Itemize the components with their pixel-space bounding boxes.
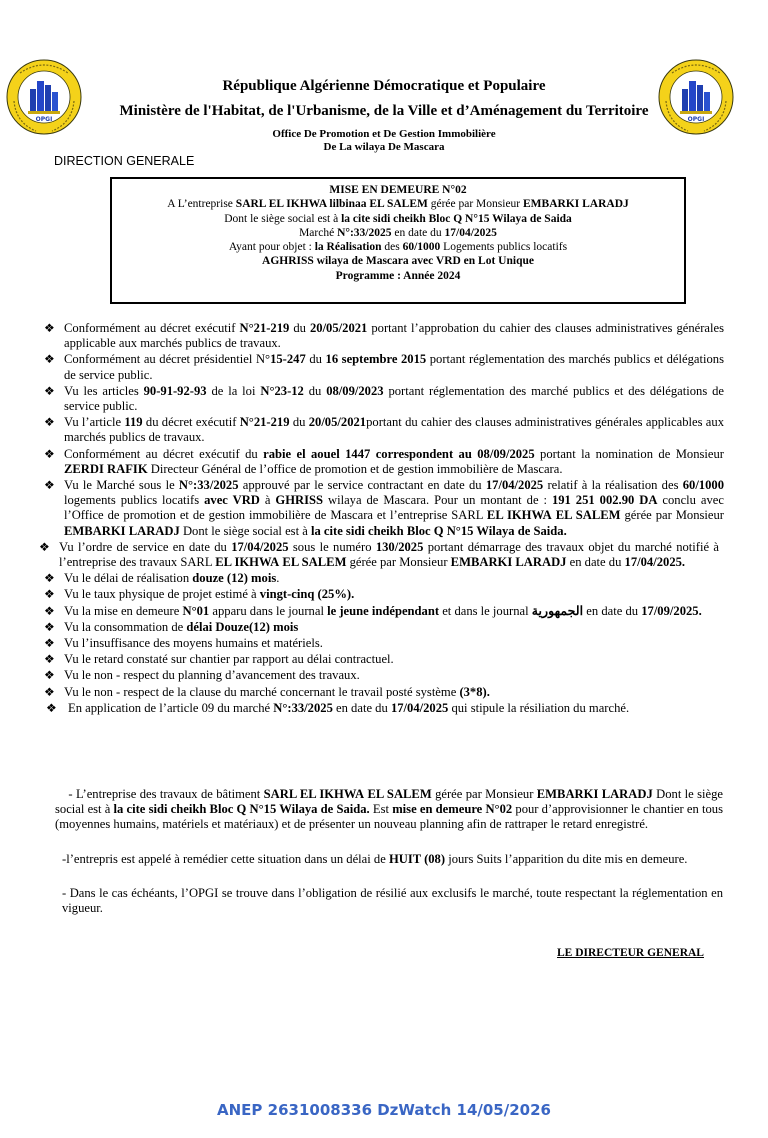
list-item: ❖ Vu les articles 90-91-92-93 de la loi N°23-12 du 08/09/2023 portant réglementation des marché publics et des délégations de service public.	[44, 383, 724, 414]
footer-reference: ANEP 2631008336 DzWatch 14/05/2026	[217, 1101, 551, 1119]
diamond-bullet-icon: ❖	[44, 446, 55, 461]
header-republic: République Algérienne Démocratique et Populaire	[222, 78, 546, 94]
list-item: ❖ Vu la consommation de délai Douze(12) mois	[44, 619, 299, 634]
diamond-bullet-icon: ❖	[44, 352, 55, 367]
list-item: ❖ Vu l’article 119 du décret exécutif N°21-219 du 20/05/2021portant du cahier des clauses administratives générales applicables aux marchés publics de travaux.	[44, 415, 724, 445]
list-item: ❖ Conformément au décret exécutif N°21-219 du 20/05/2021 portant l’approbation du cahier des clauses administratives générales applicable aux marchés publics de travaux.	[44, 321, 724, 351]
notice-title: MISE EN DEMEURE N°02	[329, 184, 467, 196]
diamond-bullet-icon: ❖	[44, 383, 55, 398]
list-item: ❖ Vu la mise en demeure N°01 apparu dans le journal le jeune indépendant et dans le journal الجمهورية en date du 17/09/2025.	[44, 603, 702, 618]
header-ministry: Ministère de l'Habitat, de l'Urbanisme, de la Ville et d’Aménagement du Territoire	[119, 103, 649, 119]
list-item: ❖ Vu le Marché sous le N°:33/2025 approuvé par le service contractant en date du 17/04/2025 relatif à la réalisation des 60/1000 logements publics locatifs avec VRD à GHRISS wilaya de Mascara. Pour un montant de : 191 251 002.90 DA conclu avec l’Office de promotion et de gestion immobilière de Mascara et l’entreprise SARL EL IKHWA EL SALEM gérée par Monsieur EMBARKI LARADJ Dont le siège social est à la cite sidi cheikh Bloc Q N°15 Wilaya de Saida.	[44, 478, 724, 538]
notice-line-market: Marché N°:33/2025 en date du 17/04/2025	[299, 226, 497, 239]
notice-line-location: AGHRISS wilaya de Mascara avec VRD en Lot Unique	[262, 255, 534, 268]
diamond-bullet-icon: ❖	[44, 668, 55, 683]
diamond-bullet-icon: ❖	[44, 321, 55, 335]
diamond-bullet-icon: ❖	[46, 700, 57, 715]
list-item: ❖ Vu l’ordre de service en date du 17/04/2025 sous le numéro 130/2025 portant démarrage des travaux objet du marché notifié à l’entreprise des travaux SARL EL IKHWA EL SALEM gérée par Monsieur EMBARKI LARADJ en date du 17/04/2025.	[39, 539, 719, 570]
list-item: ❖ Vu l’insuffisance des moyens humains et matériels.	[44, 636, 323, 651]
list-item: ❖ Vu le non - respect du planning d’avancement des travaux.	[44, 668, 360, 683]
diamond-bullet-icon: ❖	[44, 652, 55, 667]
notice-line-address: Dont le siège social est à la cite sidi cheikh Bloc Q N°15 Wilaya de Saida	[224, 212, 572, 225]
considerations-list	[39, 321, 724, 717]
paragraph-consequence: - Dans le cas échéants, l’OPGI se trouve dans l’obligation de résilié aux exclusifs le marché, toute respectant la réglementation en vigueur.	[62, 886, 723, 916]
list-item: ❖ Conformément au décret présidentiel N°15-247 du 16 septembre 2015 portant réglementation des marchés publics et délégations de service public.	[44, 352, 724, 382]
list-item: ❖ Conformément au décret exécutif du rabie el aouel 1447 correspondent au 08/09/2025 portant la nomination de Monsieur ZERDI RAFIK Directeur Général de l’office de promotion et de gestion immobilière de Mascara.	[44, 446, 724, 476]
diamond-bullet-icon: ❖	[44, 571, 55, 586]
diamond-bullet-icon: ❖	[44, 636, 55, 651]
list-item: ❖ Vu le non - respect de la clause du marché concernant le travail posté système (3*8).	[44, 684, 490, 699]
list-item: ❖ Vu le taux physique de projet estimé à vingt-cinq (25%).	[44, 587, 355, 602]
list-item: ❖ En application de l’article 09 du marché N°:33/2025 en date du 17/04/2025 qui stipule la résiliation du marché.	[46, 700, 630, 715]
opgi-seal-logo-right	[658, 59, 734, 135]
paragraph-deadline: -l’entrepris est appelé à remédier cette situation dans un délai de HUIT (08) jours Suits l’apparition du dite mis en demeure.	[62, 852, 688, 866]
diamond-bullet-icon: ❖	[39, 539, 50, 554]
diamond-bullet-icon: ❖	[44, 619, 55, 634]
diamond-bullet-icon: ❖	[44, 603, 55, 618]
signature-label: LE DIRECTEUR GENERAL	[557, 947, 704, 959]
paragraph-demand: - L’entreprise des travaux de bâtiment SARL EL IKHWA EL SALEM gérée par Monsieur EMBARKI LARADJ Dont le siège social est à la cite sidi cheikh Bloc Q N°15 Wilaya de Saida. Est mise en demeure N°02 pour d’approvisionner le chantier en tous (moyennes humains, matériels et matériaux) et de présenter un nouveau planning afin de rattraper le retard enregistré.	[55, 787, 723, 832]
opgi-seal-logo-left	[6, 59, 82, 135]
diamond-bullet-icon: ❖	[44, 587, 55, 602]
notice-line-programme: Programme : Année 2024	[335, 269, 461, 282]
list-item: ❖ Vu le délai de réalisation douze (12) mois.	[44, 571, 280, 586]
notice-box	[110, 177, 686, 304]
diamond-bullet-icon: ❖	[44, 684, 55, 699]
notice-line-object: Ayant pour objet : la Réalisation des 60/1000 Logements publics locatifs	[228, 241, 568, 254]
notice-line-company: A L’entreprise SARL EL IKHWA lilbinaa EL SALEM gérée par Monsieur EMBARKI LARADJ	[167, 198, 629, 211]
diamond-bullet-icon: ❖	[44, 415, 55, 430]
logo-text: OPGI	[35, 116, 53, 123]
header-wilaya: De La wilaya De Mascara	[323, 141, 445, 153]
direction-label: DIRECTION GENERALE	[54, 154, 195, 168]
list-item: ❖ Vu le retard constaté sur chantier par rapport au délai contractuel.	[44, 652, 394, 667]
logo-text: OPGI	[687, 116, 705, 123]
diamond-bullet-icon: ❖	[44, 478, 55, 493]
header-office: Office De Promotion et De Gestion Immobilière	[272, 128, 496, 140]
